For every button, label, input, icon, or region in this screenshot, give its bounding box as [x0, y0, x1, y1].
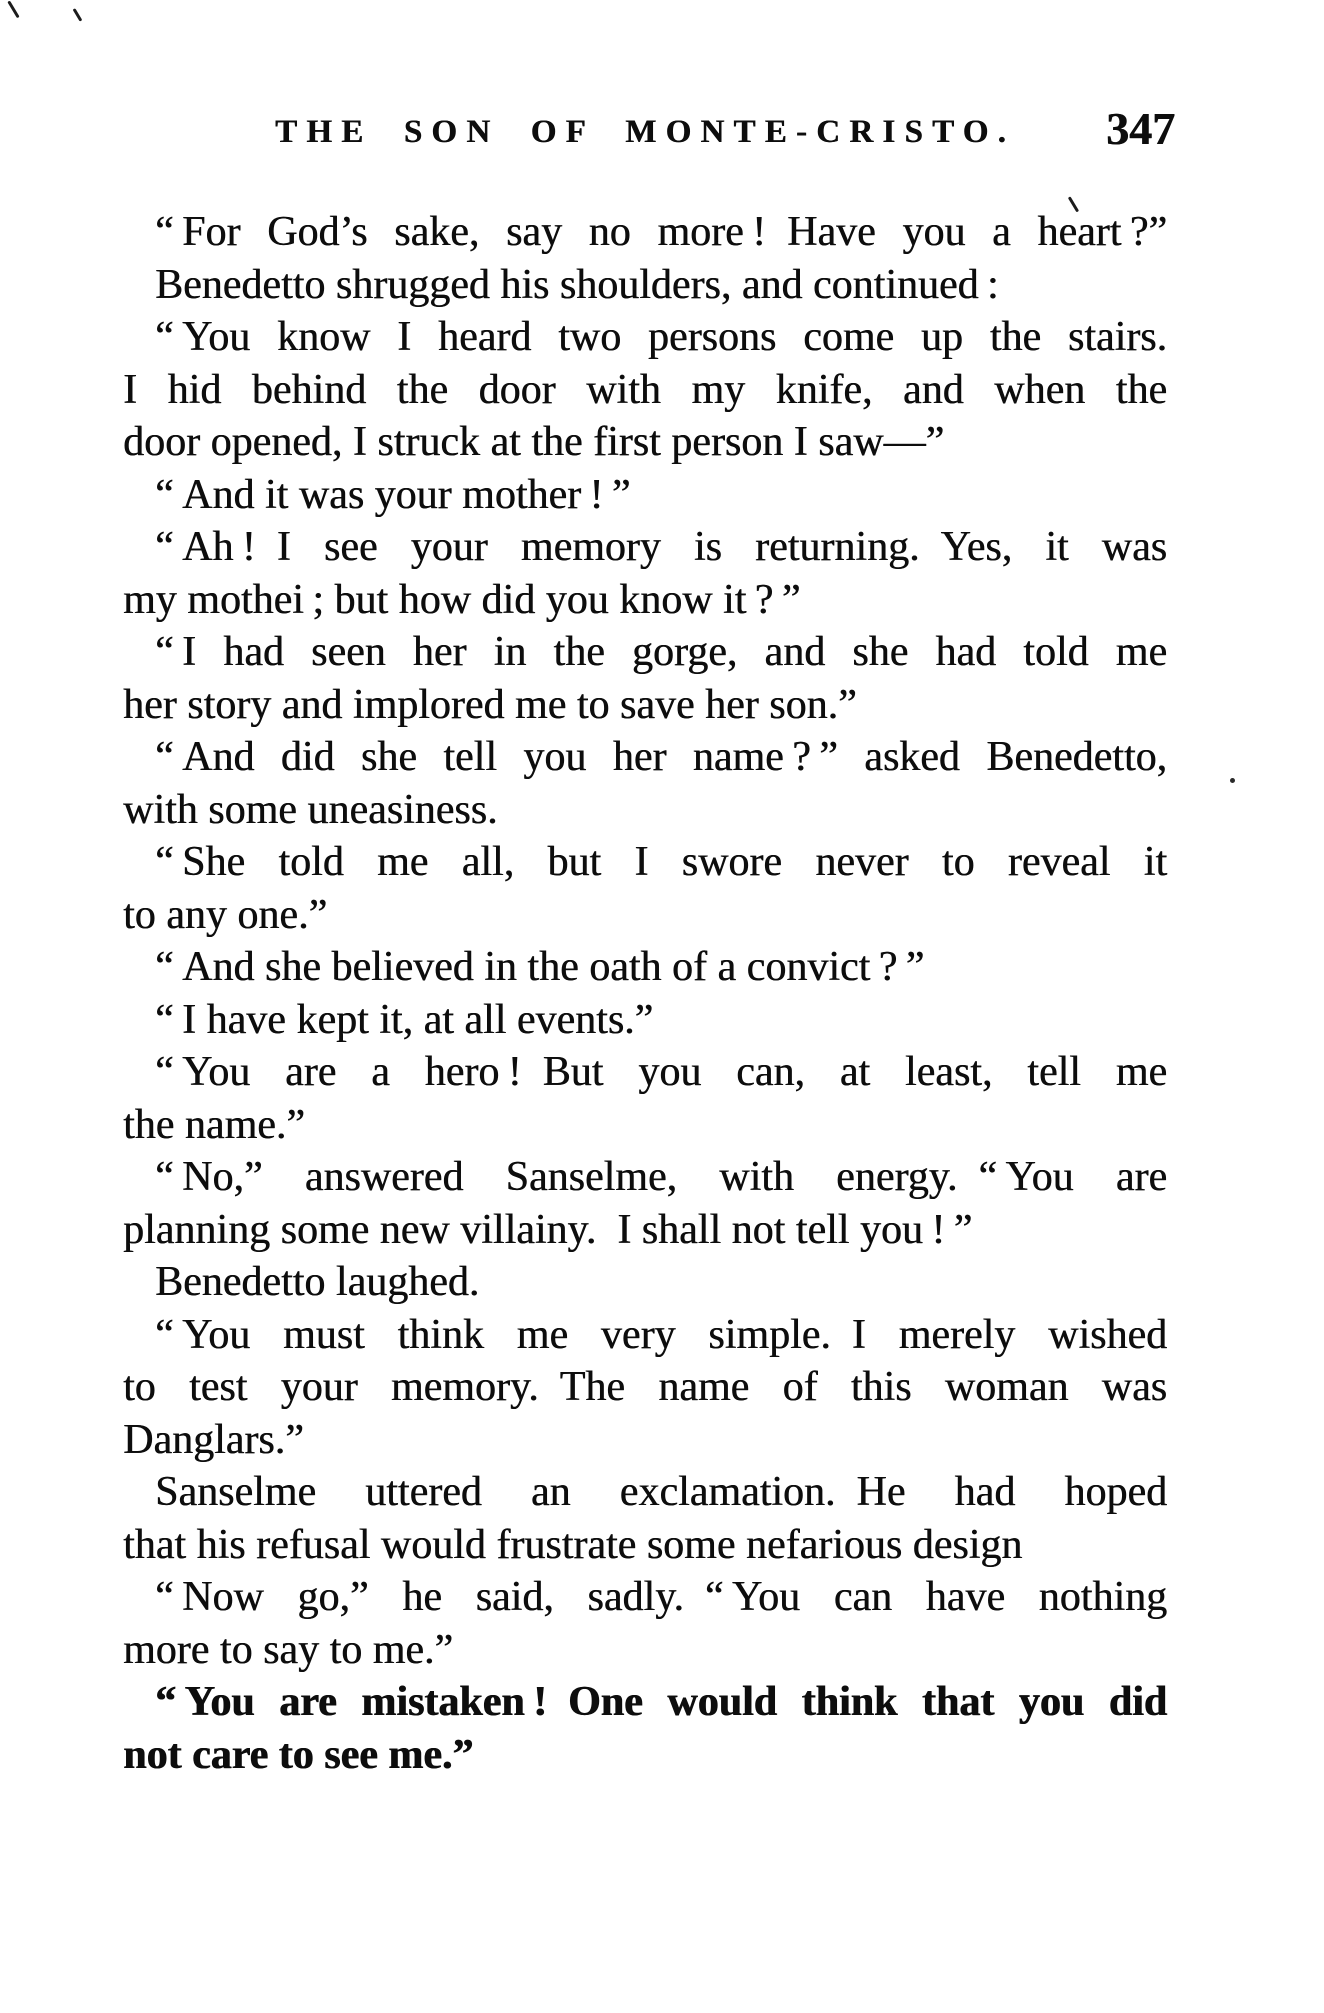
text-line: her story and implored me to save her son.”: [123, 681, 857, 728]
text-line: planning some new villainy. I shall not tell you ! ”: [123, 1206, 973, 1253]
text-line: the name.”: [123, 1101, 305, 1148]
text-line: Danglars.”: [123, 1416, 304, 1463]
text-line: not care to see me.”: [123, 1731, 474, 1778]
text-line: “ You are a hero ! But you can, at least, tell me: [155, 1049, 1167, 1095]
text-line: “ And she believed in the oath of a convict ? ”: [155, 944, 925, 990]
text-line: Benedetto shrugged his shoulders, and continued :: [155, 261, 999, 308]
text-line: more to say to me.”: [123, 1626, 454, 1673]
ink-dot-icon: [1230, 778, 1235, 783]
text-line: to any one.”: [123, 891, 328, 938]
text-line: my mothei ; but how did you know it ? ”: [123, 576, 801, 623]
page-number: 347: [1106, 103, 1175, 154]
text-line: “ You are mistaken ! One would think that you did: [155, 1679, 1167, 1725]
text-line: to test your memory. The name of this woman was: [123, 1364, 1167, 1410]
pen-mark-icon: [7, 1, 19, 19]
text-line: “ I have kept it, at all events.”: [155, 996, 654, 1043]
text-line: I hid behind the door with my knife, and when the: [123, 366, 1167, 413]
text-line: “ Ah ! I see your memory is returning. Yes, it was: [155, 524, 1167, 570]
text-line: door opened, I struck at the first person I saw—”: [123, 419, 945, 465]
text-line: “ And it was your mother ! ”: [155, 471, 631, 518]
text-line: “ She told me all, but I swore never to reveal it: [155, 839, 1167, 885]
text-line: “ For God’s sake, say no more ! Have you a heart ?”: [155, 209, 1167, 255]
text-line: “ You must think me very simple. I merely wished: [155, 1311, 1167, 1358]
pen-mark-icon: [73, 8, 82, 21]
text-line: “ Now go,” he said, sadly. “ You can have nothing: [155, 1574, 1167, 1620]
text-line: Benedetto laughed.: [155, 1259, 480, 1305]
running-header-title: THE SON OF MONTE-CRISTO.: [274, 114, 1016, 150]
text-line: “ You know I heard two persons come up the stairs.: [155, 314, 1167, 360]
text-line: “ And did she tell you her name ? ” asked Benedetto,: [155, 734, 1167, 780]
page-lines: [123, 206, 1167, 1781]
text-line: “ No,” answered Sanselme, with energy. “ You are: [155, 1154, 1167, 1200]
text-line: that his refusal would frustrate some nefarious design: [123, 1521, 1023, 1568]
text-line: “ I had seen her in the gorge, and she had told me: [155, 629, 1167, 675]
text-line: with some uneasiness.: [123, 786, 498, 833]
text-line: Sanselme uttered an exclamation. He had hoped: [155, 1469, 1167, 1515]
